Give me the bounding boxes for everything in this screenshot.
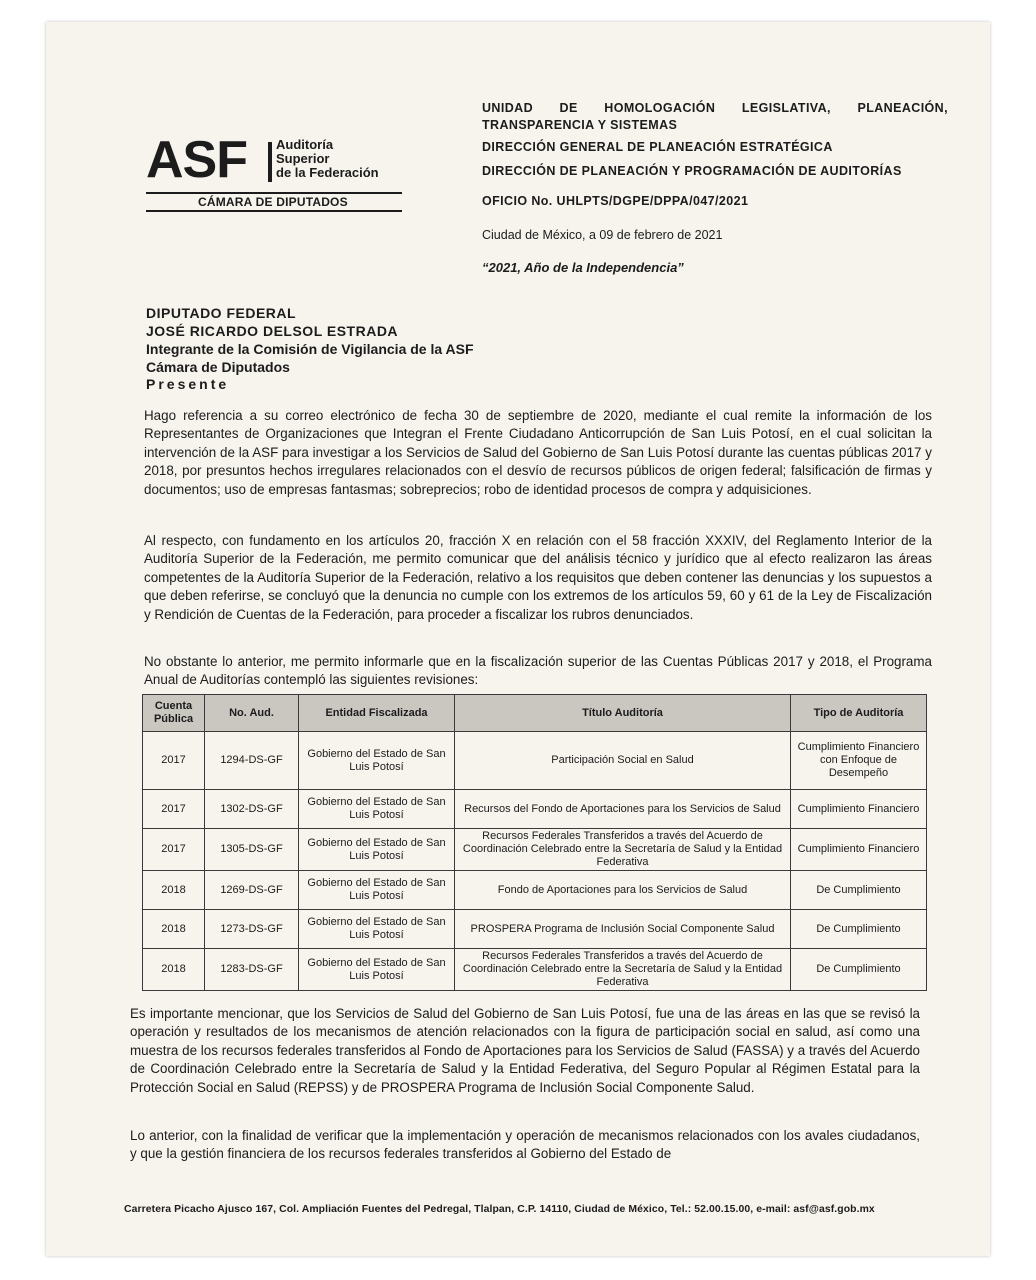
- cell-no-aud: 1283-DS-GF: [205, 949, 299, 991]
- header-unit: UNIDAD DE HOMOLOGACIÓN LEGISLATIVA, PLANEACIÓN, TRANSPARENCIA Y SISTEMAS: [482, 101, 948, 132]
- logo-line-2: Superior: [276, 151, 330, 166]
- cell-titulo: Recursos Federales Transferidos a través del Acuerdo de Coordinación Celebrado entre la Secretaría de Salud y la Entidad Federativa: [455, 949, 791, 991]
- col-header-entidad: Entidad Fiscalizada: [299, 695, 455, 732]
- header-direction: DIRECCIÓN DE PLANEACIÓN Y PROGRAMACIÓN DE AUDITORÍAS: [482, 164, 902, 178]
- cell-no-aud: 1294-DS-GF: [205, 732, 299, 790]
- table-row: [143, 829, 927, 871]
- cell-entidad: Gobierno del Estado de San Luis Potosí: [299, 732, 455, 790]
- logo-line-3: de la Federación: [276, 165, 379, 180]
- table-header-row: [143, 695, 927, 732]
- cell-no-aud: 1305-DS-GF: [205, 829, 299, 871]
- cell-titulo: Recursos del Fondo de Aportaciones para los Servicios de Salud: [455, 790, 791, 829]
- header-direction-general: DIRECCIÓN GENERAL DE PLANEACIÓN ESTRATÉGICA: [482, 140, 833, 154]
- cell-cuenta: 2018: [143, 871, 205, 910]
- cell-tipo: De Cumplimiento: [791, 910, 927, 949]
- table-row: [143, 871, 927, 910]
- cell-titulo: Recursos Federales Transferidos a través del Acuerdo de Coordinación Celebrado entre la Secretaría de Salud y la Entidad Federativa: [455, 829, 791, 871]
- cell-titulo: Fondo de Aportaciones para los Servicios de Salud: [455, 871, 791, 910]
- cell-cuenta: 2017: [143, 790, 205, 829]
- logo-rule-bottom: [146, 210, 402, 212]
- header-oficio: OFICIO No. UHLPTS/DGPE/DPPA/047/2021: [482, 194, 749, 208]
- paragraph-1: Hago referencia a su correo electrónico de fecha 30 de septiembre de 2020, mediante el cual remite la información de los Representantes de Organizaciones que Integran el Frente Ciudadano Anticorrupción de San Luis Potosí, en el cual solicitan la intervención de la ASF para investigar a los Servicios de Salud del Gobierno de San Luis Potosí durante las cuentas públicas 2017 y 2018, por presuntos hechos irregulares relacionados con el desvío de recursos públicos de origen federal; falsificación de firmas y documentos; uso de empresas fantasmas; sobreprecios; robo de identidad procesos de compra y adquisiciones.: [144, 408, 932, 497]
- logo-line-1: Auditoría: [276, 137, 334, 152]
- cell-entidad: Gobierno del Estado de San Luis Potosí: [299, 871, 455, 910]
- table-row: [143, 790, 927, 829]
- logo-divider: [268, 142, 272, 182]
- cell-entidad: Gobierno del Estado de San Luis Potosí: [299, 949, 455, 991]
- logo-rule-top: [146, 192, 402, 194]
- cell-titulo: Participación Social en Salud: [455, 732, 791, 790]
- asf-logo: [146, 131, 406, 214]
- cell-titulo: PROSPERA Programa de Inclusión Social Componente Salud: [455, 910, 791, 949]
- cell-tipo: Cumplimiento Financiero: [791, 829, 927, 871]
- cell-tipo: Cumplimiento Financiero: [791, 790, 927, 829]
- cell-entidad: Gobierno del Estado de San Luis Potosí: [299, 790, 455, 829]
- addressee-presente: Presente: [146, 376, 230, 392]
- table-row: [143, 732, 927, 790]
- document-date: Ciudad de México, a 09 de febrero de 2021: [482, 228, 723, 242]
- logo-abbr: ASF: [146, 131, 247, 189]
- addressee-name: JOSÉ RICARDO DELSOL ESTRADA: [146, 323, 399, 339]
- footer-address: Carretera Picacho Ajusco 167, Col. Ampliación Fuentes del Pedregal, Tlalpan, C.P. 14110, Ciudad de México, Tel.: 52.00.15.00, e-mail: asf@asf.gob.mx: [124, 1204, 875, 1215]
- cell-tipo: Cumplimiento Financiero con Enfoque de Desempeño: [791, 732, 927, 790]
- paragraph-2: Al respecto, con fundamento en los artículos 20, fracción X en relación con el 58 fracción XXXIV, del Reglamento Interior de la Auditoría Superior de la Federación, me permito comunicar que del análisis técnico y jurídico que al efecto realizaron las áreas competentes de la Auditoría Superior de la Federación, relativo a los requisitos que deben contener las denuncias y los supuestos a que deben referirse, se concluyó que la denuncia no cumple con los extremos de los artículos 59, 60 y 61 de la Ley de Fiscalización y Rendición de Cuentas de la Federación, para proceder a fiscalizar los rubros denunciados.: [144, 533, 932, 622]
- paragraph-4: Es importante mencionar, que los Servicios de Salud del Gobierno de San Luis Potosí, fue una de las áreas en las que se revisó la operación y resultados de los mecanismos de atención relacionados con la figura de participación social en salud, así como una muestra de los recursos federales transferidos al Fondo de Aportaciones para los Servicios de Salud (FASSA) y a través del Acuerdo de Coordinación Celebrado entre la Secretaría de Salud y la Entidad Federativa, del Seguro Popular al Régimen Estatal para la Protección Social en Salud (REPSS) y de PROSPERA Programa de Inclusión Social Componente Salud.: [130, 1006, 920, 1095]
- table-row: [143, 949, 927, 991]
- cell-cuenta: 2018: [143, 910, 205, 949]
- logo-chamber: CÁMARA DE DIPUTADOS: [198, 195, 348, 209]
- cell-entidad: Gobierno del Estado de San Luis Potosí: [299, 829, 455, 871]
- document-motto: “2021, Año de la Independencia”: [482, 260, 684, 275]
- paragraph-3: No obstante lo anterior, me permito informarle que en la fiscalización superior de las Cuentas Públicas 2017 y 2018, el Programa Anual de Auditorías contempló las siguientes revisiones:: [144, 654, 932, 688]
- cell-tipo: De Cumplimiento: [791, 871, 927, 910]
- addressee-chamber: Cámara de Diputados: [146, 359, 290, 375]
- logo-name: [276, 138, 379, 180]
- cell-no-aud: 1302-DS-GF: [205, 790, 299, 829]
- col-header-no-aud: No. Aud.: [205, 695, 299, 732]
- col-header-cuenta: Cuenta Pública: [143, 695, 205, 732]
- table-row: [143, 910, 927, 949]
- cell-cuenta: 2017: [143, 732, 205, 790]
- addressee-title: DIPUTADO FEDERAL: [146, 305, 297, 321]
- cell-no-aud: 1269-DS-GF: [205, 871, 299, 910]
- cell-cuenta: 2017: [143, 829, 205, 871]
- cell-tipo: De Cumplimiento: [791, 949, 927, 991]
- document-page: [46, 22, 990, 1256]
- cell-cuenta: 2018: [143, 949, 205, 991]
- paragraph-5: Lo anterior, con la finalidad de verificar que la implementación y operación de mecanismos relacionados con los avales ciudadanos, y que la gestión financiera de los recursos federales transferidos al Gobierno del Estado de: [130, 1128, 920, 1162]
- cell-no-aud: 1273-DS-GF: [205, 910, 299, 949]
- col-header-tipo: Tipo de Auditoría: [791, 695, 927, 732]
- col-header-titulo: Título Auditoría: [455, 695, 791, 732]
- addressee-role: Integrante de la Comisión de Vigilancia de la ASF: [146, 341, 474, 357]
- audits-table: [142, 694, 927, 991]
- cell-entidad: Gobierno del Estado de San Luis Potosí: [299, 910, 455, 949]
